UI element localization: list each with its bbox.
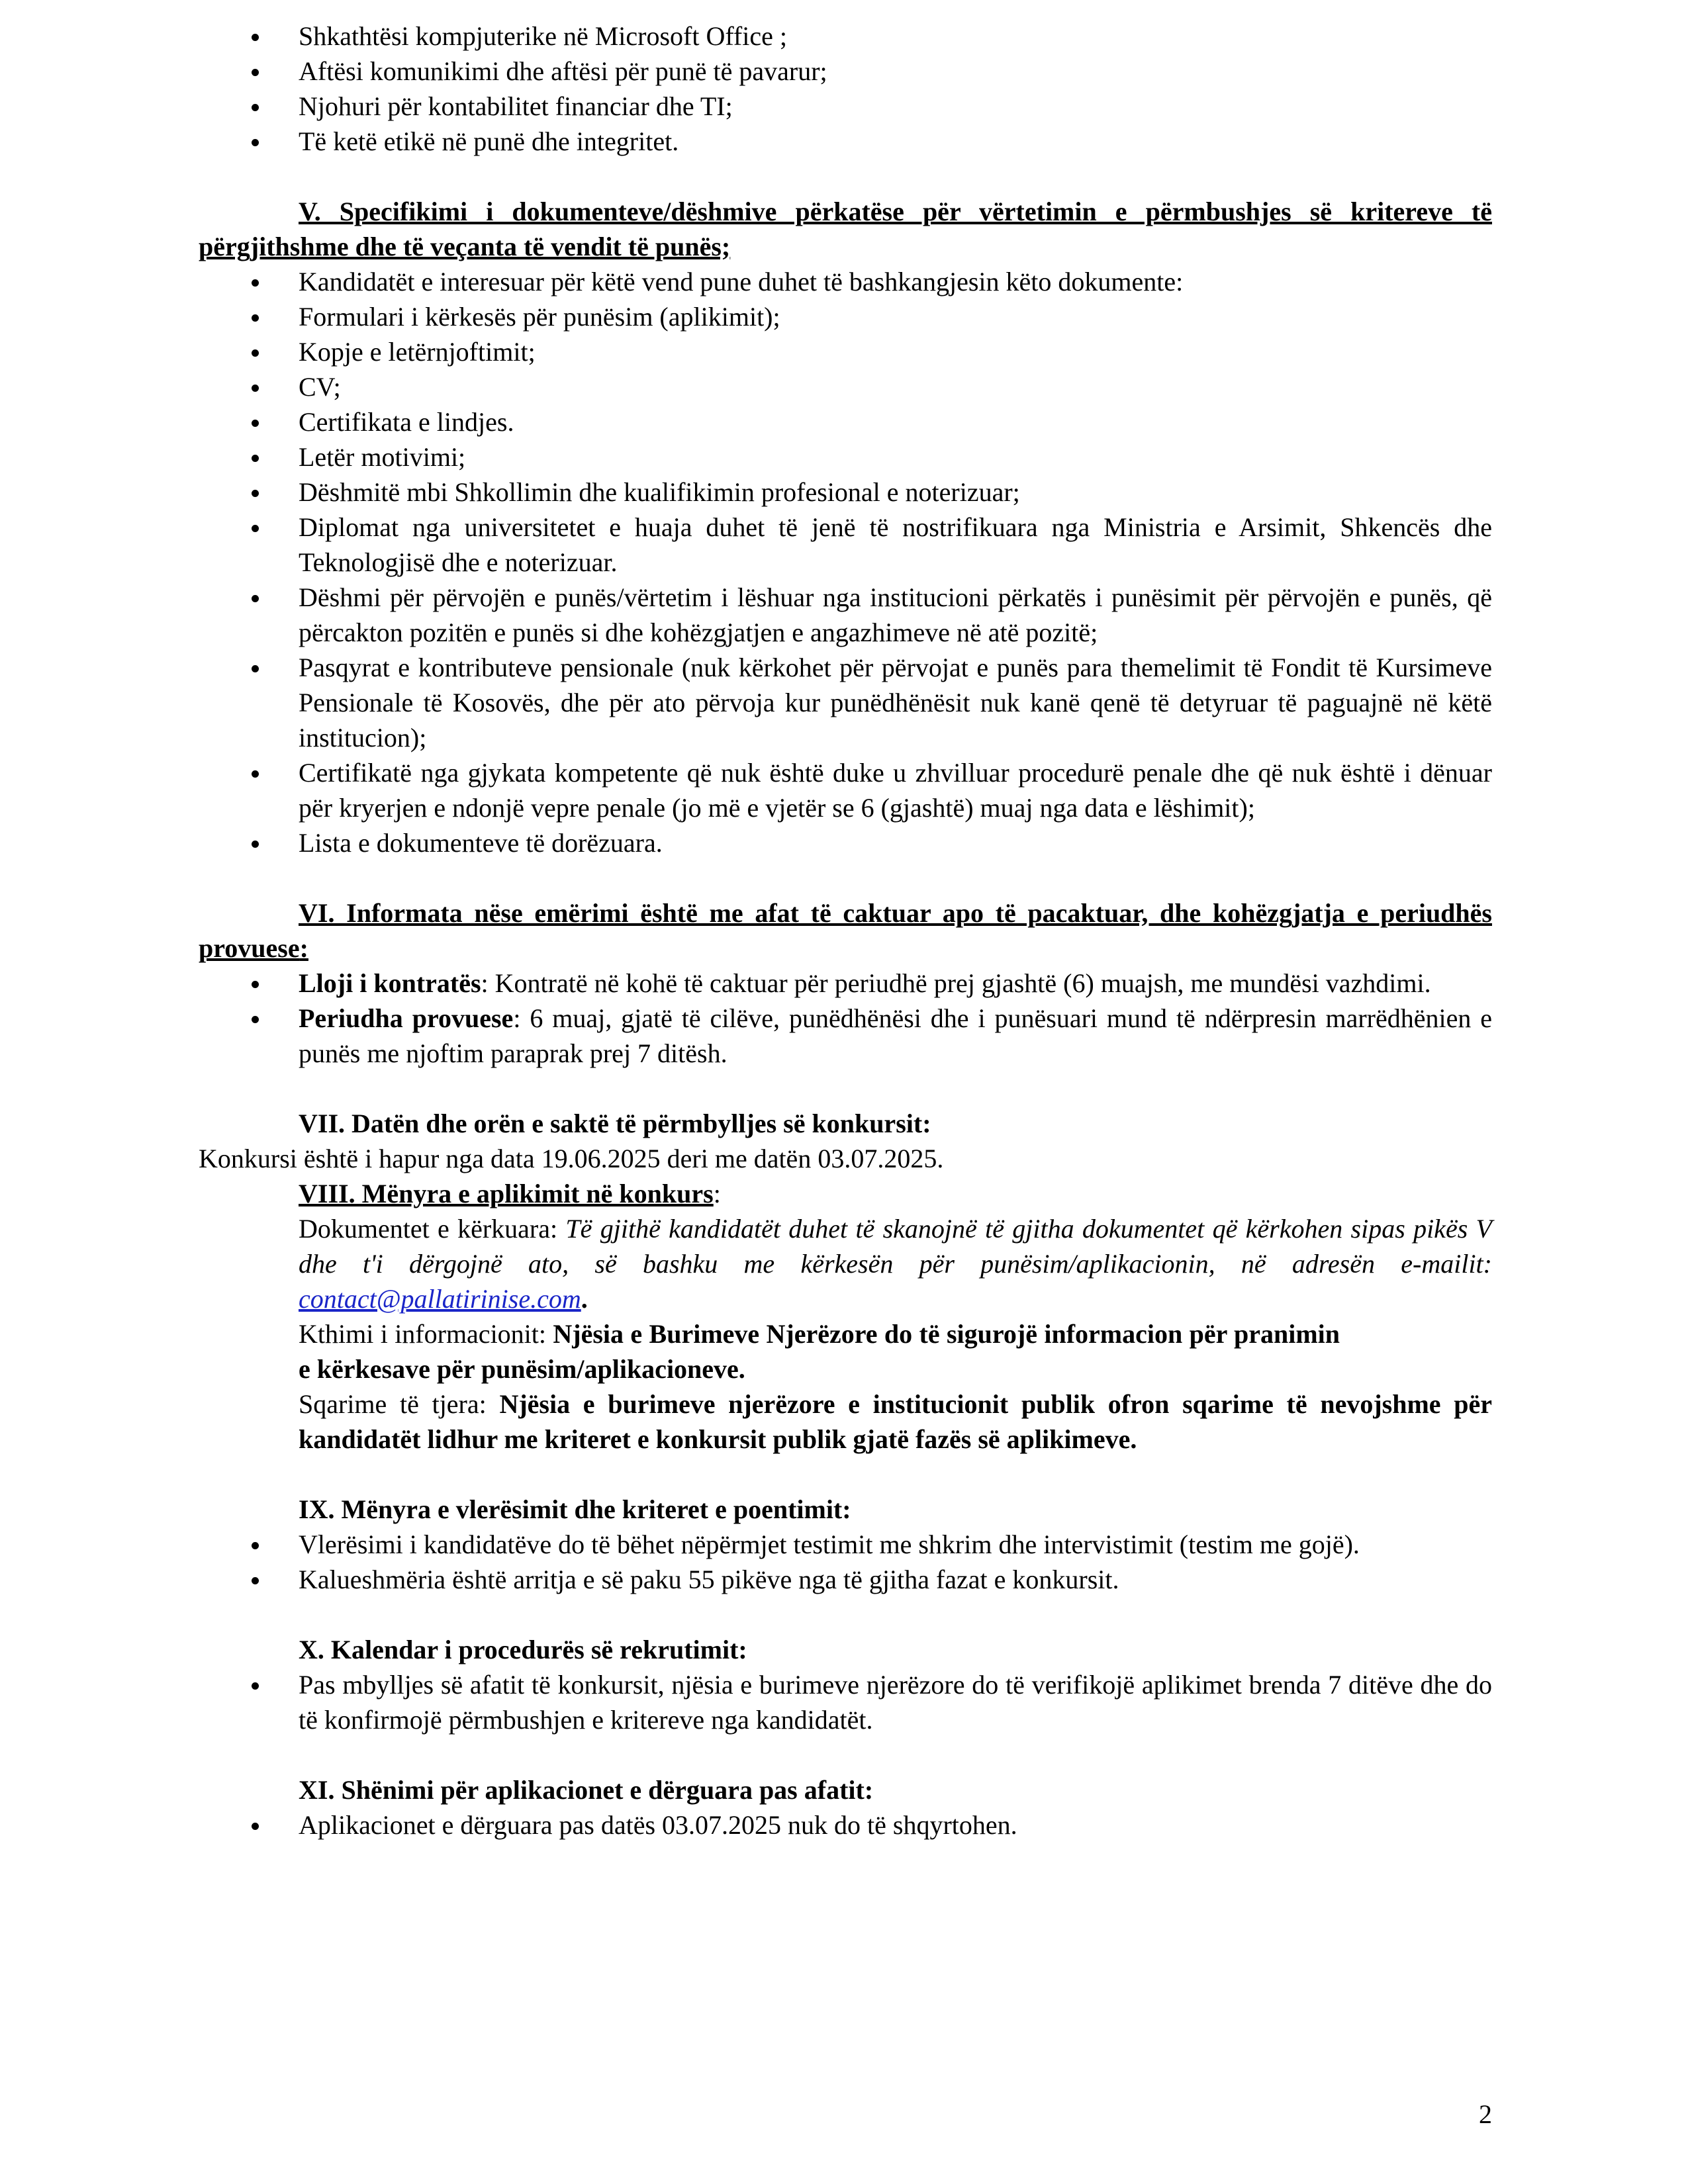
list-item: Aplikacionet e dërguara pas datës 03.07.2025 nuk do të shqyrtohen.: [199, 1807, 1492, 1843]
section-vi-heading-suffix: :: [299, 933, 308, 963]
section-v-heading: V. Specifikimi i dokumenteve/dëshmive përkatëse për vërtetimin e përmbushjes së kritereve të përgjithshme dhe të veçanta të vendit të punës;: [199, 197, 1492, 261]
page-number: 2: [1479, 2099, 1492, 2129]
section-vi-heading-text: VI. Informata nëse emërimi është me afat të caktuar apo të pacaktuar, dhe kohëzgjatja e periudhës provuese: [199, 898, 1492, 963]
late-applications-list: [199, 1807, 1492, 1843]
section-vii-heading: VII. Datën dhe orën e saktë të përmbylljes së konkursit:: [299, 1109, 931, 1138]
evaluation-list: [199, 1527, 1492, 1597]
section-viii-heading-text: VIII. Mënyra e aplikimit në konkurs: [299, 1179, 714, 1208]
list-item: Certifikata e lindjes.: [199, 404, 1492, 439]
list-item: Dëshmitë mbi Shkollimin dhe kualifikimin profesional e noterizuar;: [199, 475, 1492, 510]
list-item: Letër motivimi;: [199, 439, 1492, 475]
list-item: Aftësi komunikimi dhe aftësi për punë të pavarur;: [199, 54, 1492, 89]
return-text: Njësia e Burimeve Njerëzore do të sigurojë informacion për pranimin e kërkesave për punësim/aplikacioneve.: [299, 1319, 1340, 1384]
list-item: Vlerësimi i kandidatëve do të bëhet nëpërmjet testimit me shkrim dhe intervistimit (testim me gojë).: [199, 1527, 1492, 1562]
contract-list: [199, 966, 1492, 1071]
section-viii-heading-suffix: :: [713, 1179, 721, 1208]
clarifications-text: Njësia e burimeve njerëzore e institucionit publik ofron sqarime të nevojshme për kandidatët lidhur me kriteret e konkursit publik gjatë fazës së aplikimeve.: [299, 1389, 1492, 1454]
documents-list: [199, 264, 1492, 860]
recruitment-calendar-list: [199, 1667, 1492, 1737]
clarifications-label: Sqarime të tjera:: [299, 1389, 500, 1419]
list-item: Kalueshmëria është arritja e së paku 55 pikëve nga të gjitha fazat e konkursit.: [199, 1562, 1492, 1597]
docs-text: Të gjithë kandidatët duhet të skanojnë të gjitha dokumentet që kërkohen sipas pikës V dhe t'i dërgojnë ato, së bashku me kërkesën për punësim/aplikacionin, në adresën e-mailit:: [299, 1214, 1492, 1279]
list-item: Kopje e letërnjoftimit;: [199, 334, 1492, 369]
docs-label: Dokumentet e kërkuara:: [299, 1214, 566, 1244]
list-item: Të ketë etikë në punë dhe integritet.: [199, 124, 1492, 159]
list-item: Formulari i kërkesës për punësim (aplikimit);: [199, 299, 1492, 334]
section-vi-heading: [199, 895, 1492, 966]
list-item: Pasqyrat e kontributeve pensionale (nuk kërkohet për përvojat e punës para themelimit të Fondit të Kursimeve Pensionale të Kosovës, dhe për ato përvoja kur punëdhënësit nuk kanë qenë të detyruar të paguajnë në këtë institucion);: [199, 650, 1492, 755]
return-label: Kthimi i informacionit:: [299, 1319, 553, 1349]
list-item: [199, 966, 1492, 1001]
section-ix-heading: IX. Mënyra e vlerësimit dhe kriteret e poentimit:: [299, 1494, 851, 1524]
list-item: Lista e dokumenteve të dorëzuara.: [199, 825, 1492, 860]
information-return: [199, 1316, 1492, 1387]
email-suffix: .: [581, 1284, 588, 1314]
contract-type-label: Lloji i kontratës: [299, 968, 481, 998]
section-x-heading: X. Kalendar i procedurës së rekrutimit:: [299, 1635, 747, 1664]
list-item: Kandidatët e interesuar për këtë vend pune duhet të bashkangjesin këto dokumente:: [199, 264, 1492, 299]
list-item: CV;: [199, 369, 1492, 404]
skills-list: [199, 19, 1492, 159]
email-link[interactable]: contact@pallatirinise.com: [299, 1284, 581, 1314]
contract-type-text: : Kontratë në kohë të caktuar për periudhë prej gjashtë (6) muajsh, me mundësi vazhdimi.: [481, 968, 1431, 998]
list-item: Dëshmi për përvojën e punës/vërtetim i lëshuar nga institucioni përkatës i punësimit për përvojën e punës, që përcakton pozitën e punës si dhe kohëzgjatjen e angazhimeve në atë pozitë;: [199, 580, 1492, 650]
application-documents: [199, 1211, 1492, 1316]
list-item: Diplomat nga universitetet e huaja duhet të jenë të nostrifikuara nga Ministria e Arsimit, Shkencës dhe Teknologjisë dhe e noterizuar.: [199, 510, 1492, 580]
document-page: [199, 19, 1492, 1843]
probation-text: : 6 muaj, gjatë të cilëve, punëdhënësi dhe i punësuari mund të ndërpresin marrëdhënien e punës me njoftim paraprak prej 7 ditësh.: [299, 1003, 1493, 1068]
list-item: Njohuri për kontabilitet financiar dhe TI;: [199, 89, 1492, 124]
probation-label: Periudha provuese: [299, 1003, 514, 1033]
section-xi-heading: XI. Shënimi për aplikacionet e dërguara pas afatit:: [299, 1775, 874, 1805]
list-item: Shkathtësi kompjuterike në Microsoft Office ;: [199, 19, 1492, 54]
list-item: Certifikatë nga gjykata kompetente që nuk është duke u zhvilluar procedurë penale dhe që nuk është i dënuar për kryerjen e ndonjë vepre penale (jo më e vjetër se 6 (gjashtë) muaj nga data e lëshimit);: [199, 755, 1492, 825]
section-viii-heading: [199, 1176, 1492, 1211]
section-vii-text: Konkursi është i hapur nga data 19.06.2025 deri me datën 03.07.2025.: [199, 1144, 944, 1173]
list-item: [199, 1001, 1492, 1071]
other-clarifications: [199, 1387, 1492, 1457]
list-item: Pas mbylljes së afatit të konkursit, njësia e burimeve njerëzore do të verifikojë aplikimet brenda 7 ditëve dhe do të konfirmojë përmbushjen e kritereve nga kandidatët.: [199, 1667, 1492, 1737]
